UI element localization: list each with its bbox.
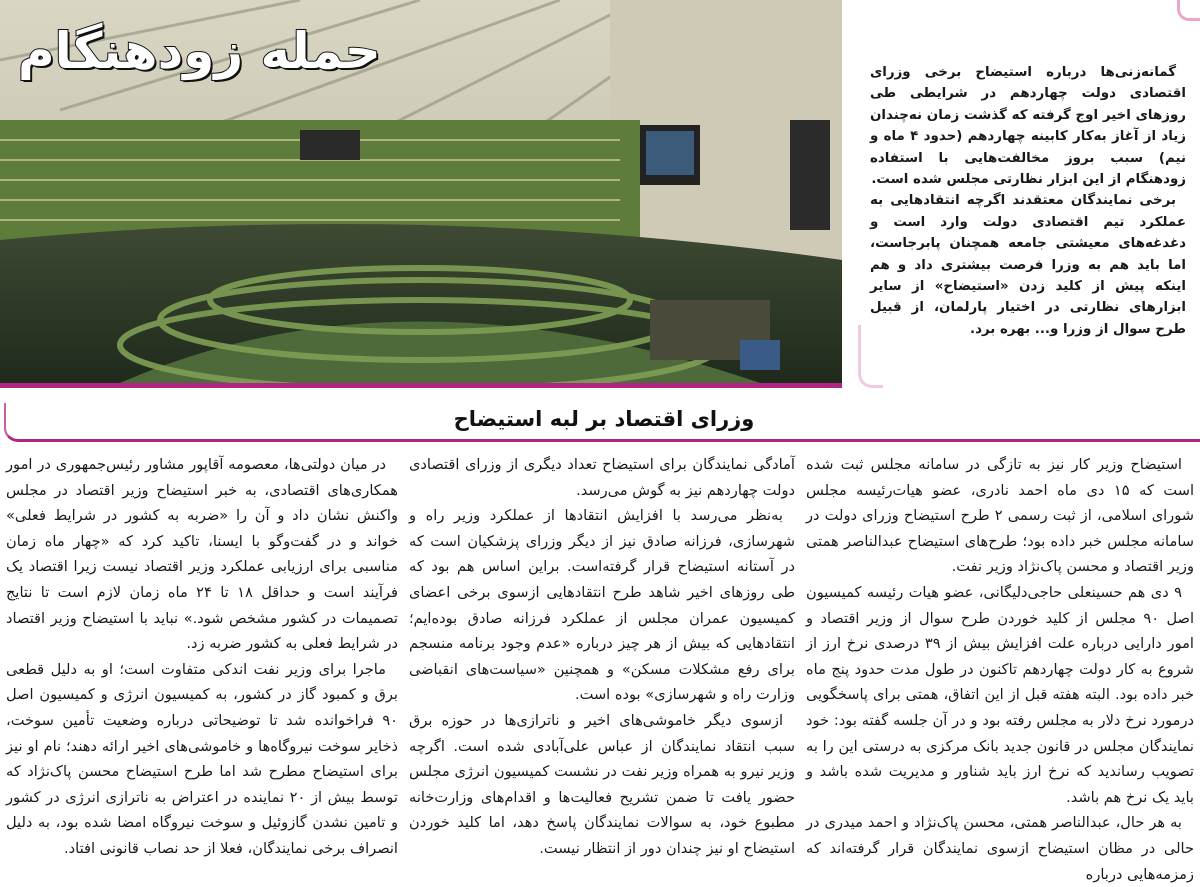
article-column-middle [409,452,795,862]
headline-frame [4,403,1200,442]
paragraph: در میان دولتی‌ها، معصومه آقاپور مشاور رئیس‌جمهوری در امور همکاری‌های اقتصادی، به خبر استیضاح وزیر اقتصاد در مجلس واکنش نشان داد و آن را «ضربه به کشور در شرایط فعلی» خواند و در گفت‌وگو با ایسنا، تاکید کرد که «چهار ماه زمان مناسبی برای ارزیابی عملکرد وزیر اقتصاد نیست زیرا اقتصاد یک فرآیند است و حداقل ۱۸ تا ۲۴ ماه زمان لازم است تا نتایج تصمیمات در کشور مشخص شود.» نباید با استیضاح وزیر اقتصاد در شرایط فعلی به کشور ضربه زد. [6,456,398,653]
intro-text [870,62,1186,340]
article-column-right [806,452,1194,887]
paragraph: ماجرا برای وزیر نفت اندکی متفاوت است؛ او به دلیل قطعی برق و کمبود گاز در کشور، به کمیسیون انرژی و کمیسیون اصل ۹۰ فراخوانده شد تا توضیحاتی درباره وضعیت تأمین سوخت، ذخایر سوخت نیروگاه‌ها و خاموشی‌های اخیر ارائه دهند؛ نام او نیز برای استیضاح مطرح شد اما طرح استیضاح محسن پاک‌نژاد که توسط بیش از ۲۰ نماینده در اعتراض به ناترازی انرژی در کشور و تامین نشدن گازوئیل و سوخت نیروگاه امضا شده بود، به دلیل انصراف برخی نمایندگان، فعلا از حد نصاب قانونی افتاد. [6,660,398,857]
decorative-corner-line [1177,0,1200,21]
paragraph: به هر حال، عبدالناصر همتی، محسن پاک‌نژاد و احمد میدری در حالی در مظان استیضاح ازسوی نمایندگان قرار گرفته‌اند که زمزمه‌هایی درباره [806,814,1194,883]
parliament-photo [0,0,842,388]
paragraph: ازسوی دیگر خاموشی‌های اخیر و ناترازی‌ها در حوزه برق سبب انتقاد نمایندگان از عباس علی‌آبادی شده است. اگرچه وزیر نیرو به همراه وزیر نفت در نشست کمیسیون انرژی مجلس حضور یافت تا ضمن تشریح فعالیت‌ها و اقدام‌های وزارت‌خانه مطبوع خود، به سوالات نمایندگان پاسخ دهد، اما کلید خوردن استیضاح او نیز چندان دور از انتظار نیست. [409,711,795,857]
intro-paragraph: برخی نمایندگان معتقدند اگرچه انتقادهایی به عملکرد تیم اقتصادی دولت وارد است و دغدغه‌های معیشتی جامعه همچنان پابرجاست، اما باید هم به وزرا فرصت بیشتری داد و هم اینکه پیش از کلید زدن «استیضاح» از سایر ابزارهای نظارتی در اختیار پارلمان، از قبیل طرح سوال از وزرا و... بهره برد. [870,193,1186,337]
intro-paragraph: گمانه‌زنی‌ها درباره استیضاح برخی وزرای اقتصادی دولت چهاردهم در شرایطی طی روزهای اخیر اوج گرفته که گذشت زمان نه‌چندان زیاد از آغاز به‌کار کابینه چهاردهم (حدود ۴ ماه و نیم) سبب بروز مخالفت‌هایی با استفاده زودهنگام از این ابزار نظارتی مجلس شده است. [870,65,1187,188]
article-column-left [6,452,398,862]
paragraph: به‌نظر می‌رسد با افزایش انتقادها از عملکرد وزیر راه و شهرسازی، فرزانه صادق نیز از دیگر وزرای پزشکیان است که در آستانه استیضاح قرار گرفته‌است. براین اساس هم بود که طی روزهای اخیر شاهد طرح انتقادهایی ازسوی برخی اعضای کمیسیون عمران مجلس از عملکرد فرزانه صادق بوده‌ایم؛ انتقادهایی که بیش از هر چیز درباره «عدم وجود برنامه منسجم برای رفع مشکلات مسکن» و همچنین «سیاست‌های انقباضی وزارت راه و شهرسازی» بوده است. [409,507,795,704]
paragraph: استیضاح وزیر کار نیز به تازگی در سامانه مجلس ثبت شده است که ۱۵ دی ماه احمد نادری، عضو هیات‌رئیسه مجلس شورای اسلامی، از ثبت رسمی ۲ طرح استیضاح وزرای دولت در سامانه مجلس خبر داده بود؛ طرح‌های استیضاح عبدالناصر همتی وزیر اقتصاد و محسن پاک‌نژاد وزیر نفت. [806,456,1194,576]
paragraph: ۹ دی هم حسینعلی حاجی‌دلیگانی، عضو هیات رئیسه کمیسیون اصل ۹۰ مجلس از کلید خوردن طرح سوال از وزیر اقتصاد و امور دارایی درباره علت افزایش بیش از ۳۹ درصدی نرخ ارز از شروع به کار دولت چهاردهم تاکنون در طول مدت حدود پنج ماه خبر داده بود. البته هفته قبل از این اتفاق، همتی برای پاسخگویی درمورد نرخ دلار به مجلس رفته بود و در آن جلسه گفته بود: خود نمایندگان مجلس در قانون جدید بانک مرکزی به درستی این را به تصویب رساندید که نرخ ارز باید شناور و مدیریت شده باشد و باید یک نرخ هم باشد. [806,583,1194,806]
article-headline: وزرای اقتصاد بر لبه استیضاح [453,407,755,431]
paragraph: آمادگی نمایندگان برای استیضاح تعداد دیگری از وزرای اقتصادی دولت چهاردهم نیز به گوش می‌رسد. [409,456,795,499]
photo-kicker-title: حمله زودهنگام [18,22,381,80]
